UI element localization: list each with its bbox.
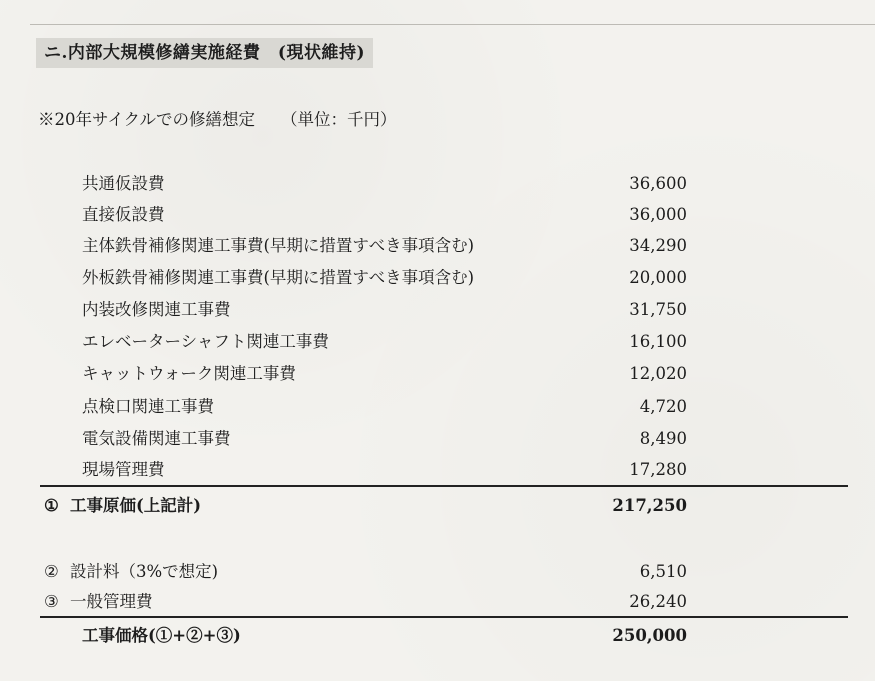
cost-item-value: 36,000 xyxy=(629,205,687,224)
construction-cost-label: 工事原価(上記計) xyxy=(70,496,202,515)
cost-item-row xyxy=(82,296,687,324)
cost-item-label: 直接仮設費 xyxy=(82,205,165,224)
cost-item-value: 31,750 xyxy=(629,300,687,319)
cycle-note: ※20年サイクルでの修繕想定 xyxy=(38,110,256,129)
design-fee-label: 設計料（3%で想定) xyxy=(70,562,219,581)
cost-item-row xyxy=(82,456,687,484)
cost-item-label: 外板鉄骨補修関連工事費(早期に措置すべき事項含む) xyxy=(82,268,475,287)
total-label: 工事価格(①+②+③) xyxy=(82,626,241,645)
admin-fee-value: 26,240 xyxy=(629,592,687,611)
total-row xyxy=(44,622,687,650)
cost-item-value: 34,290 xyxy=(629,236,687,255)
assumption-note xyxy=(38,106,397,130)
cost-item-label: 現場管理費 xyxy=(82,460,165,479)
design-fee-row xyxy=(44,558,687,586)
circled-number-2: ② xyxy=(44,562,59,581)
cost-item-row xyxy=(82,360,687,388)
cost-item-value: 17,280 xyxy=(629,460,687,479)
cost-item-label: 内装改修関連工事費 xyxy=(82,300,231,319)
construction-cost-row xyxy=(44,492,687,520)
cost-item-row xyxy=(82,170,687,198)
cost-item-row xyxy=(82,264,687,292)
cost-item-row xyxy=(82,425,687,453)
admin-fee-label-group xyxy=(44,588,153,616)
total-divider xyxy=(40,616,848,618)
design-fee-label-group xyxy=(44,558,218,586)
section-heading: ニ.内部大規模修繕実施経費 (現状維持) xyxy=(36,38,373,68)
cost-item-value: 20,000 xyxy=(629,268,687,287)
circled-number-1: ① xyxy=(44,496,59,515)
cost-item-value: 12,020 xyxy=(629,364,687,383)
cost-item-label: キャットウォーク関連工事費 xyxy=(82,364,296,383)
cost-item-value: 36,600 xyxy=(629,174,687,193)
cost-item-label: 共通仮設費 xyxy=(82,174,165,193)
cost-item-row xyxy=(82,393,687,421)
construction-cost-label-group xyxy=(44,492,201,520)
cost-item-row xyxy=(82,328,687,356)
construction-cost-value: 217,250 xyxy=(612,496,687,515)
subtotal-divider xyxy=(40,485,848,487)
cost-item-row xyxy=(82,201,687,229)
circled-number-3: ③ xyxy=(44,592,59,611)
cost-item-label: 主体鉄骨補修関連工事費(早期に措置すべき事項含む) xyxy=(82,236,475,255)
admin-fee-label: 一般管理費 xyxy=(70,592,153,611)
total-value: 250,000 xyxy=(612,626,687,645)
design-fee-value: 6,510 xyxy=(639,562,687,581)
cost-item-value: 4,720 xyxy=(639,397,687,416)
top-divider xyxy=(30,24,875,25)
cost-item-label: 電気設備関連工事費 xyxy=(82,429,231,448)
unit-note: （単位：千円） xyxy=(281,110,397,129)
admin-fee-row xyxy=(44,588,687,616)
cost-item-label: 点検口関連工事費 xyxy=(82,397,214,416)
cost-item-row xyxy=(82,232,687,260)
cost-item-value: 16,100 xyxy=(629,332,687,351)
cost-item-value: 8,490 xyxy=(639,429,687,448)
cost-item-label: エレベーターシャフト関連工事費 xyxy=(82,332,329,351)
